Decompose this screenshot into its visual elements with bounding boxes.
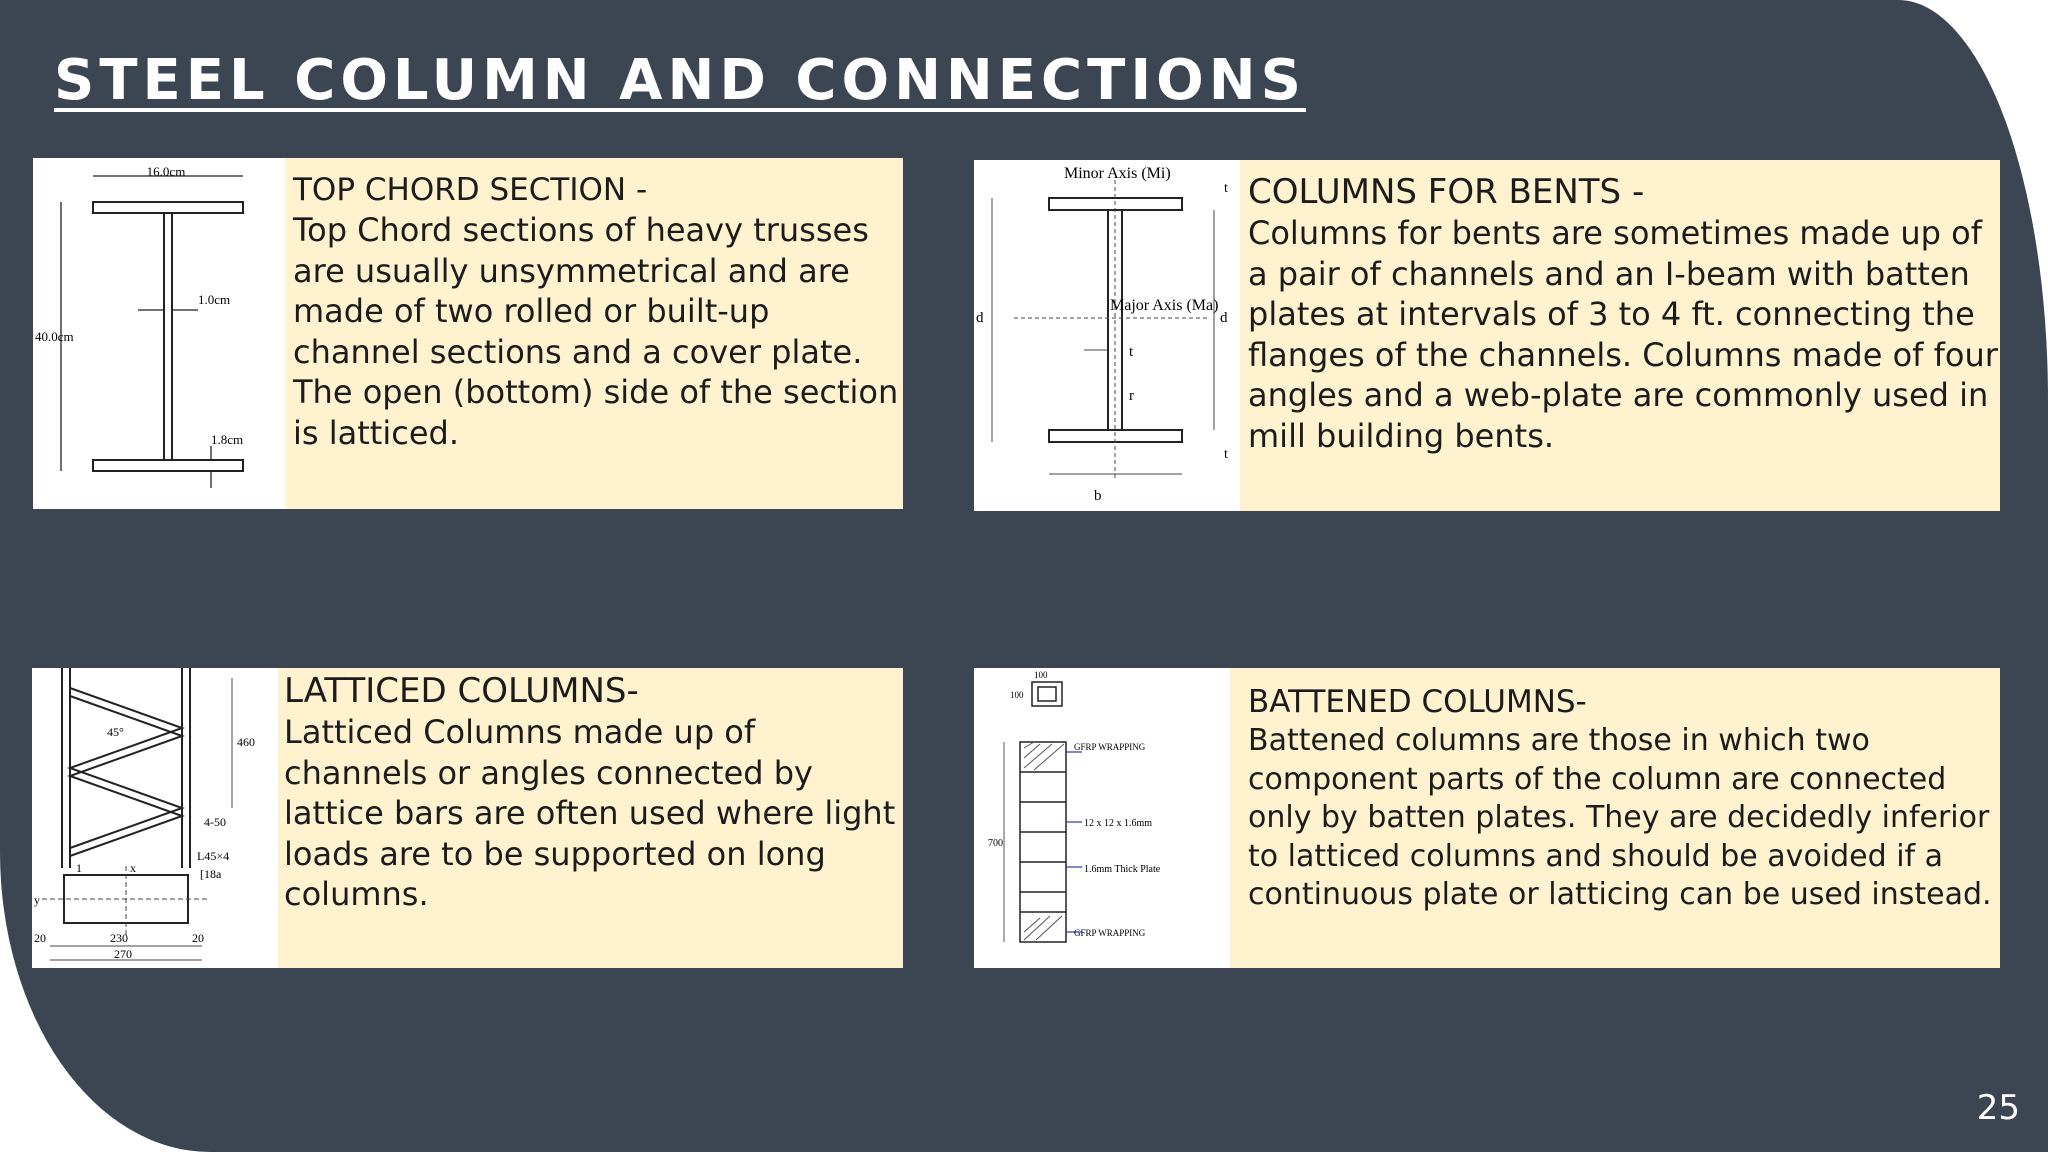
i-section-dimension-figure bbox=[33, 158, 285, 509]
card-body: Top Chord sections of heavy trusses are usually unsymmetrical and are made of two rolled or built-up channel sections and a cover plate. The open (bottom) side of the section is latticed. bbox=[293, 211, 899, 452]
label-d: d bbox=[976, 310, 984, 326]
card-heading: BATTENED COLUMNS- bbox=[1248, 684, 1587, 720]
i-beam-axes-drawing bbox=[974, 160, 1240, 511]
card-heading: COLUMNS FOR BENTS - bbox=[1248, 172, 1645, 212]
label-d1: d bbox=[1220, 310, 1228, 326]
card-latticed-columns bbox=[32, 668, 903, 968]
label-dim-20-right: 20 bbox=[192, 931, 204, 945]
label-gfrp-bottom: GFRP WRAPPING bbox=[1074, 928, 1146, 938]
card-body: Battened columns are those in which two component parts of the column are connected only by batten plates. They are decidedly inferior to latticed columns and should be avoided if a continuous plate or latticing can be used instead. bbox=[1248, 723, 1992, 912]
label-minor-axis: Minor Axis (Mi) bbox=[1064, 165, 1171, 182]
label-lattice-bar: 4-50 bbox=[204, 815, 226, 829]
card-heading: LATTICED COLUMNS- bbox=[284, 671, 639, 711]
label-tf-bottom: t bbox=[1224, 447, 1228, 462]
label-tw: t bbox=[1129, 344, 1134, 360]
label-major-axis: Major Axis (Ma) bbox=[1110, 297, 1219, 314]
label-y: y bbox=[34, 893, 40, 907]
label-dim-230: 230 bbox=[110, 931, 128, 945]
card-columns-for-bents bbox=[974, 160, 2000, 511]
card-body: Latticed Columns made up of channels or angles connected by lattice bars are often used where light loads are to be supported on long columns. bbox=[284, 713, 896, 913]
label-plate: 1.6mm Thick Plate bbox=[1084, 864, 1161, 875]
i-section-drawing bbox=[33, 158, 285, 509]
card-battened-columns bbox=[974, 668, 2000, 968]
card-text bbox=[284, 668, 903, 968]
page-number: 25 bbox=[1976, 1088, 2020, 1128]
label-height: 460 bbox=[237, 735, 255, 749]
label-dim-20-left: 20 bbox=[34, 931, 46, 945]
label-depth: 100 bbox=[1010, 690, 1024, 700]
label-section: 12 x 12 x 1.6mm bbox=[1084, 818, 1153, 829]
dim-label-width: 16.0cm bbox=[146, 164, 186, 179]
label-dim-270: 270 bbox=[114, 947, 132, 961]
label-gfrp-top: GFRP WRAPPING bbox=[1074, 742, 1146, 752]
label-r1: r bbox=[1129, 388, 1134, 404]
label-height: 700 bbox=[988, 838, 1003, 849]
label-width: 100 bbox=[1034, 670, 1048, 680]
card-text bbox=[1248, 668, 2000, 968]
battened-column-drawing bbox=[974, 668, 1230, 968]
label-angle: 45° bbox=[107, 725, 124, 739]
card-top-chord-section bbox=[33, 158, 903, 509]
label-x: x bbox=[130, 861, 136, 875]
dim-label-web: 1.0cm bbox=[198, 292, 231, 307]
latticed-column-figure bbox=[32, 668, 278, 968]
slide-title: STEEL COLUMN AND CONNECTIONS bbox=[54, 48, 1306, 113]
battened-column-figure bbox=[974, 668, 1230, 968]
label-bf: b bbox=[1094, 488, 1102, 504]
latticed-column-drawing bbox=[32, 668, 278, 968]
i-beam-axes-figure bbox=[974, 160, 1240, 511]
label-one: 1 bbox=[76, 861, 82, 875]
card-heading: TOP CHORD SECTION - bbox=[293, 172, 648, 208]
label-angle-section: L45×4 bbox=[197, 849, 230, 863]
card-text bbox=[1248, 160, 2000, 511]
label-channel: [18a bbox=[200, 867, 222, 881]
card-text bbox=[293, 158, 903, 509]
card-body: Columns for bents are sometimes made up of a pair of channels and an I-beam with batten plates at intervals of 3 to 4 ft. connecting the flanges of the channels. Columns made of four angles and a web-plate are commonly used in mill building bents. bbox=[1248, 214, 1998, 455]
dim-label-flange: 1.8cm bbox=[211, 432, 244, 447]
label-tf-top: t bbox=[1224, 181, 1228, 196]
dim-label-height: 40.0cm bbox=[35, 329, 74, 344]
